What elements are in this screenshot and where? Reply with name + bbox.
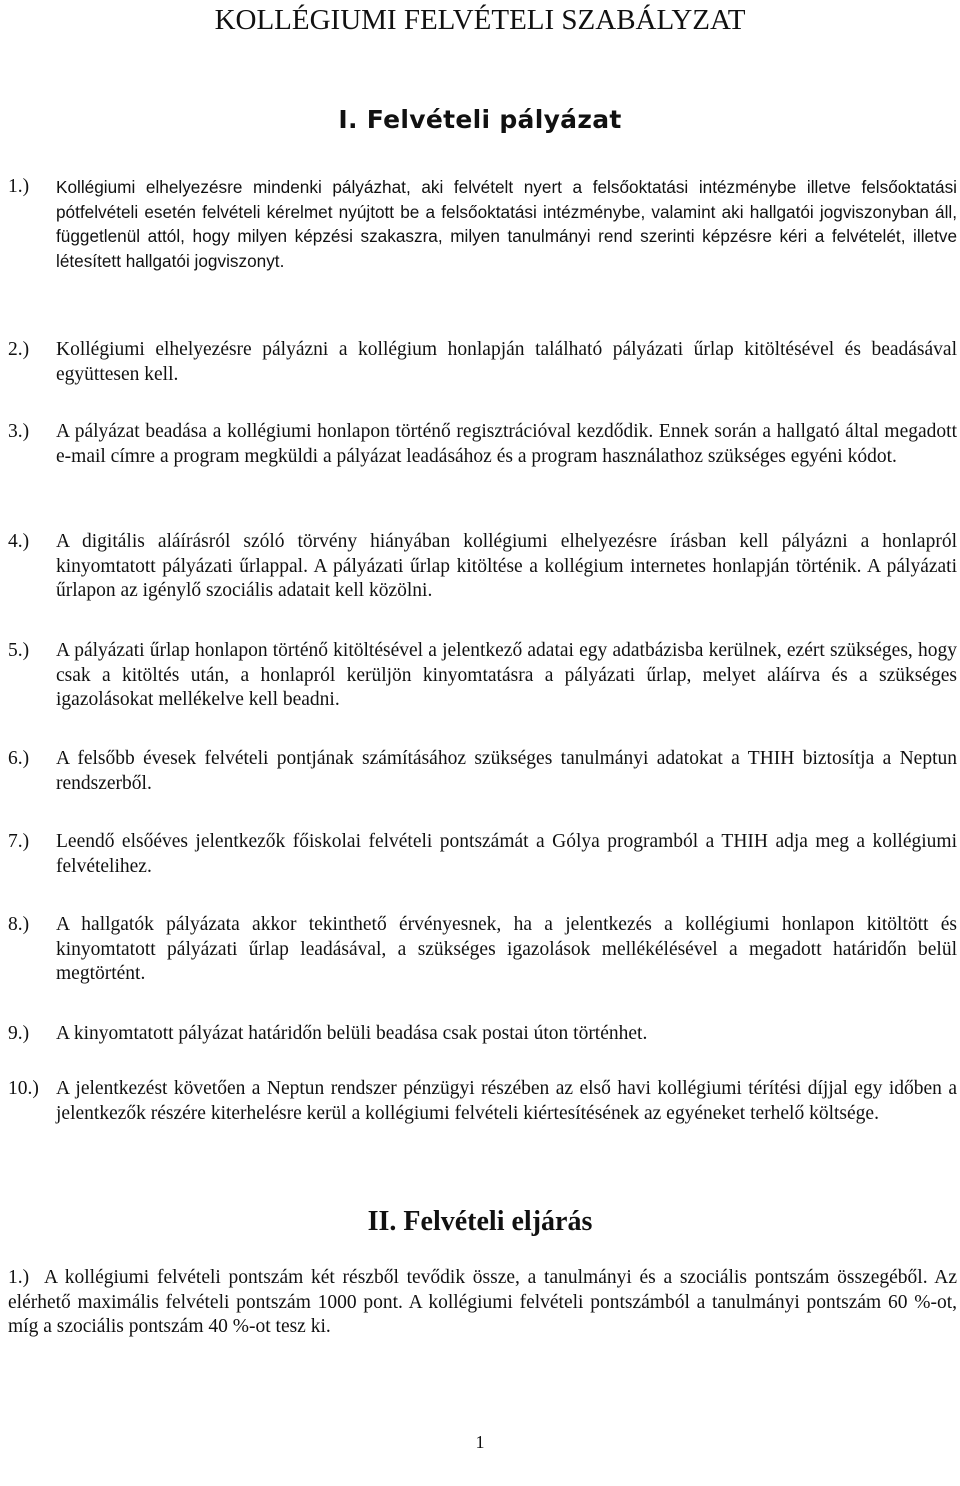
document-title: KOLLÉGIUMI FELVÉTELI SZABÁLYZAT: [214, 4, 746, 36]
item-text: Kollégiumi elhelyezésre pályázni a kollégium honlapján található pályázati űrlap kitöltésével és beadásával együttesen kell.: [56, 339, 957, 385]
item-text: A hallgatók pályázata akkor tekinthető érvényesnek, ha a jelentkezés a kollégiumi honlapon kitöltött és kinyomtatott pályázati űrlap leadásával, a szükséges igazolások mellékélésével a megadott határidőn belül megtörtént.: [56, 914, 957, 985]
item-text: A pályázat beadása a kollégiumi honlapon történő regisztrációval kezdődik. Ennek során a hallgató által megadott e-mail címre a program megküldi a pályázat leadásához és a program használathoz szükséges egyéni kódot.: [56, 421, 957, 467]
item-text: A digitális aláírásról szóló törvény hiányában kollégiumi elhelyezésre írásban kell pályázni a honlapról kinyomtatott pályázati űrlappal. A pályázati űrlap kitöltése a kollégium internetes honlapján történik. A pályázati űrlapon az igénylő szociális adatait kell közölni.: [56, 531, 957, 602]
item-number: 5.): [8, 640, 30, 661]
item-text-wrapper: [8, 1266, 957, 1340]
item-text: A jelentkezést követően a Neptun rendszer pénzügyi részében az első havi kollégiumi térítési díjjal egy időben a jelentkezők részére kiterhelésre kerül a kollégiumi felvételi kiértesítésének az egyéneket terhelő költsége.: [56, 1078, 957, 1124]
item-text: A felsőbb évesek felvételi pontjának számításához szükséges tanulmányi adatokat a THIH biztosítja a Neptun rendszerből.: [56, 748, 957, 794]
item-number: 3.): [8, 421, 30, 442]
item-text: A pályázati űrlap honlapon történő kitöltésével a jelentkező adatai egy adatbázisba kerülnek, ezért szükséges, hogy csak a kitöltés után, a honlapról kerüljön kinyomtatásra a pályázati űrlap, melyet aláírva és a szükséges igazolásokat mellékelve kell beadni.: [56, 640, 957, 711]
section-heading-2: II. Felvételi eljárás: [367, 1206, 593, 1237]
item-number: 8.): [8, 914, 30, 935]
item-number: 2.): [8, 339, 30, 360]
item-text: A kollégiumi felvételi pontszám két részből tevődik össze, a tanulmányi és a szociális pontszám összegéből. Az elérhető maximális felvételi pontszám 1000 pont. A kollégiumi felvételi pontszámból a tanulmányi pontszám 60 %-ot, míg a szociális pontszám 40 %-ot tesz ki.: [8, 1267, 957, 1338]
item-number: 7.): [8, 831, 30, 852]
item-number: 10.): [8, 1078, 39, 1099]
item-number: 4.): [8, 531, 30, 552]
item-number: 6.): [8, 748, 30, 769]
item-number: 9.): [8, 1023, 30, 1044]
item-number: 1.): [8, 1267, 30, 1288]
page-number: 1: [475, 1432, 485, 1452]
item-number: 1.): [8, 176, 30, 197]
item-text: A kinyomtatott pályázat határidőn belüli beadása csak postai úton történhet.: [56, 1023, 648, 1044]
section-heading-1: I. Felvételi pályázat: [338, 105, 622, 134]
item-text: Leendő elsőéves jelentkezők főiskolai felvételi pontszámát a Gólya programból a THIH adja meg a kollégiumi felvételihez.: [56, 831, 957, 877]
item-text: Kollégiumi elhelyezésre mindenki pályázhat, aki felvételt nyert a felsőoktatási intézménybe illetve felsőoktatási pótfelvételi esetén felvételi kérelmet nyújtott be a felsőoktatási intézménybe, valamint aki hallgatói jogviszonyban áll, függetlenül attól, hogy milyen képzési szakaszra, milyen tanulmányi rend szerinti képzésre kéri a felvételét, illetve létesített hallgatói jogviszonyt.: [56, 177, 957, 271]
